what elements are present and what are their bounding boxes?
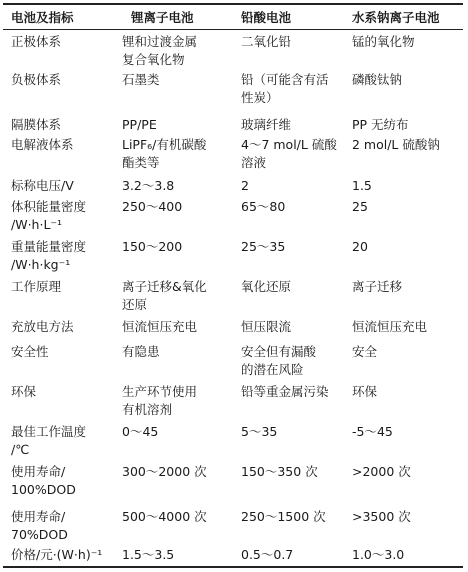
table-cell-li: 500～4000 次 xyxy=(122,509,207,524)
table-cell-li: 0～45 xyxy=(122,424,159,439)
row-label: 使用寿命/ xyxy=(11,509,66,524)
header-indicator: 电池及指标 xyxy=(11,10,74,25)
table-cell-pb: 0.5～0.7 xyxy=(241,547,294,562)
table-cell-li: 石墨类 xyxy=(122,72,160,87)
table-cell-li: 恒流恒压充电 xyxy=(122,319,198,334)
table-cell-na: 离子迁移 xyxy=(352,279,403,294)
table-cell-na: 恒流恒压充电 xyxy=(352,319,428,334)
table-cell-li: 1.5～3.5 xyxy=(122,547,175,562)
row-label: 最佳工作温度 xyxy=(11,424,87,439)
table-cell-na: 磷酸钛钠 xyxy=(352,72,403,87)
table-cell-li: 离子迁移&氧化 xyxy=(122,279,207,294)
table-cell-li: 有机溶剂 xyxy=(122,402,173,417)
row-label: 70%DOD xyxy=(11,527,68,542)
table-cell-li: 300～2000 次 xyxy=(122,464,207,479)
table-cell-na: 1.5 xyxy=(352,178,372,193)
table-cell-na: 安全 xyxy=(352,344,378,359)
table-cell-pb: 铅等重金属污染 xyxy=(241,384,329,399)
table-cell-pb: 安全但有漏酸 xyxy=(241,344,317,359)
table-cell-na: >2000 次 xyxy=(352,464,411,479)
row-label: 价格/元·(W·h)⁻¹ xyxy=(11,547,103,562)
table-cell-pb: 性炭） xyxy=(241,90,279,105)
table-cell-li: 有隐患 xyxy=(122,344,160,359)
table-cell-pb: 5～35 xyxy=(241,424,278,439)
bottom-rule xyxy=(3,566,463,568)
table-cell-li: 酯类等 xyxy=(122,155,160,170)
table-cell-na: >3500 次 xyxy=(352,509,411,524)
header-aqueous-sodium-ion: 水系钠离子电池 xyxy=(352,10,440,25)
row-label: 正极体系 xyxy=(11,34,62,49)
row-label: 工作原理 xyxy=(11,279,62,294)
row-label: 环保 xyxy=(11,384,37,399)
table-cell-pb: 恒压限流 xyxy=(241,319,292,334)
table-cell-pb: 25～35 xyxy=(241,239,286,254)
table-cell-pb: 二氧化铅 xyxy=(241,34,292,49)
row-label: 使用寿命/ xyxy=(11,464,66,479)
row-label: 体积能量密度 xyxy=(11,199,87,214)
table-cell-li: 复合氧化物 xyxy=(122,52,185,67)
row-label: 电解液体系 xyxy=(11,137,74,152)
table-cell-pb: 150～350 次 xyxy=(241,464,318,479)
table-cell-na: 2 mol/L 硫酸钠 xyxy=(352,137,440,152)
table-cell-li: 生产环节使用 xyxy=(122,384,198,399)
header-lead-acid: 铅酸电池 xyxy=(241,10,292,25)
table-cell-na: PP 无纺布 xyxy=(352,117,409,132)
table-cell-na: -5～45 xyxy=(352,424,393,439)
table-cell-pb: 玻璃纤维 xyxy=(241,117,292,132)
table-cell-pb: 溶液 xyxy=(241,155,267,170)
table-cell-na: 1.0～3.0 xyxy=(352,547,405,562)
table-cell-li: 还原 xyxy=(122,297,148,312)
table-cell-pb: 铅（可能含有活 xyxy=(241,72,329,87)
table-cell-na: 锰的氧化物 xyxy=(352,34,415,49)
table-cell-pb: 2 xyxy=(241,178,249,193)
battery-comparison-table xyxy=(3,3,463,569)
table-cell-na: 25 xyxy=(352,199,368,214)
row-label: 100%DOD xyxy=(11,482,76,497)
table-cell-li: 锂和过渡金属 xyxy=(122,34,198,49)
row-label: /W·h·kg⁻¹ xyxy=(11,257,71,272)
table-cell-li: 150～200 xyxy=(122,239,183,254)
row-label: 充放电方法 xyxy=(11,319,74,334)
table-cell-pb: 250～1500 次 xyxy=(241,509,326,524)
top-rule xyxy=(3,3,463,5)
table-cell-pb: 的潜在风险 xyxy=(241,362,304,377)
row-label: 安全性 xyxy=(11,344,49,359)
table-cell-li: PP/PE xyxy=(122,117,157,132)
table-cell-pb: 4～7 mol/L 硫酸 xyxy=(241,137,337,152)
table-cell-li: LiPF₆/有机碳酸 xyxy=(122,137,207,152)
table-cell-pb: 65～80 xyxy=(241,199,286,214)
table-cell-li: 250～400 xyxy=(122,199,183,214)
table-cell-li: 3.2～3.8 xyxy=(122,178,175,193)
header-lithium-ion: 锂离子电池 xyxy=(131,10,194,25)
row-label: 重量能量密度 xyxy=(11,239,87,254)
table-cell-na: 20 xyxy=(352,239,368,254)
header-rule xyxy=(3,29,463,30)
row-label: /W·h·L⁻¹ xyxy=(11,217,63,232)
table-cell-pb: 氧化还原 xyxy=(241,279,292,294)
table-cell-na: 环保 xyxy=(352,384,378,399)
row-label: 标称电压/V xyxy=(11,178,74,193)
row-label: /℃ xyxy=(11,442,30,457)
row-label: 负极体系 xyxy=(11,72,62,87)
row-label: 隔膜体系 xyxy=(11,117,62,132)
